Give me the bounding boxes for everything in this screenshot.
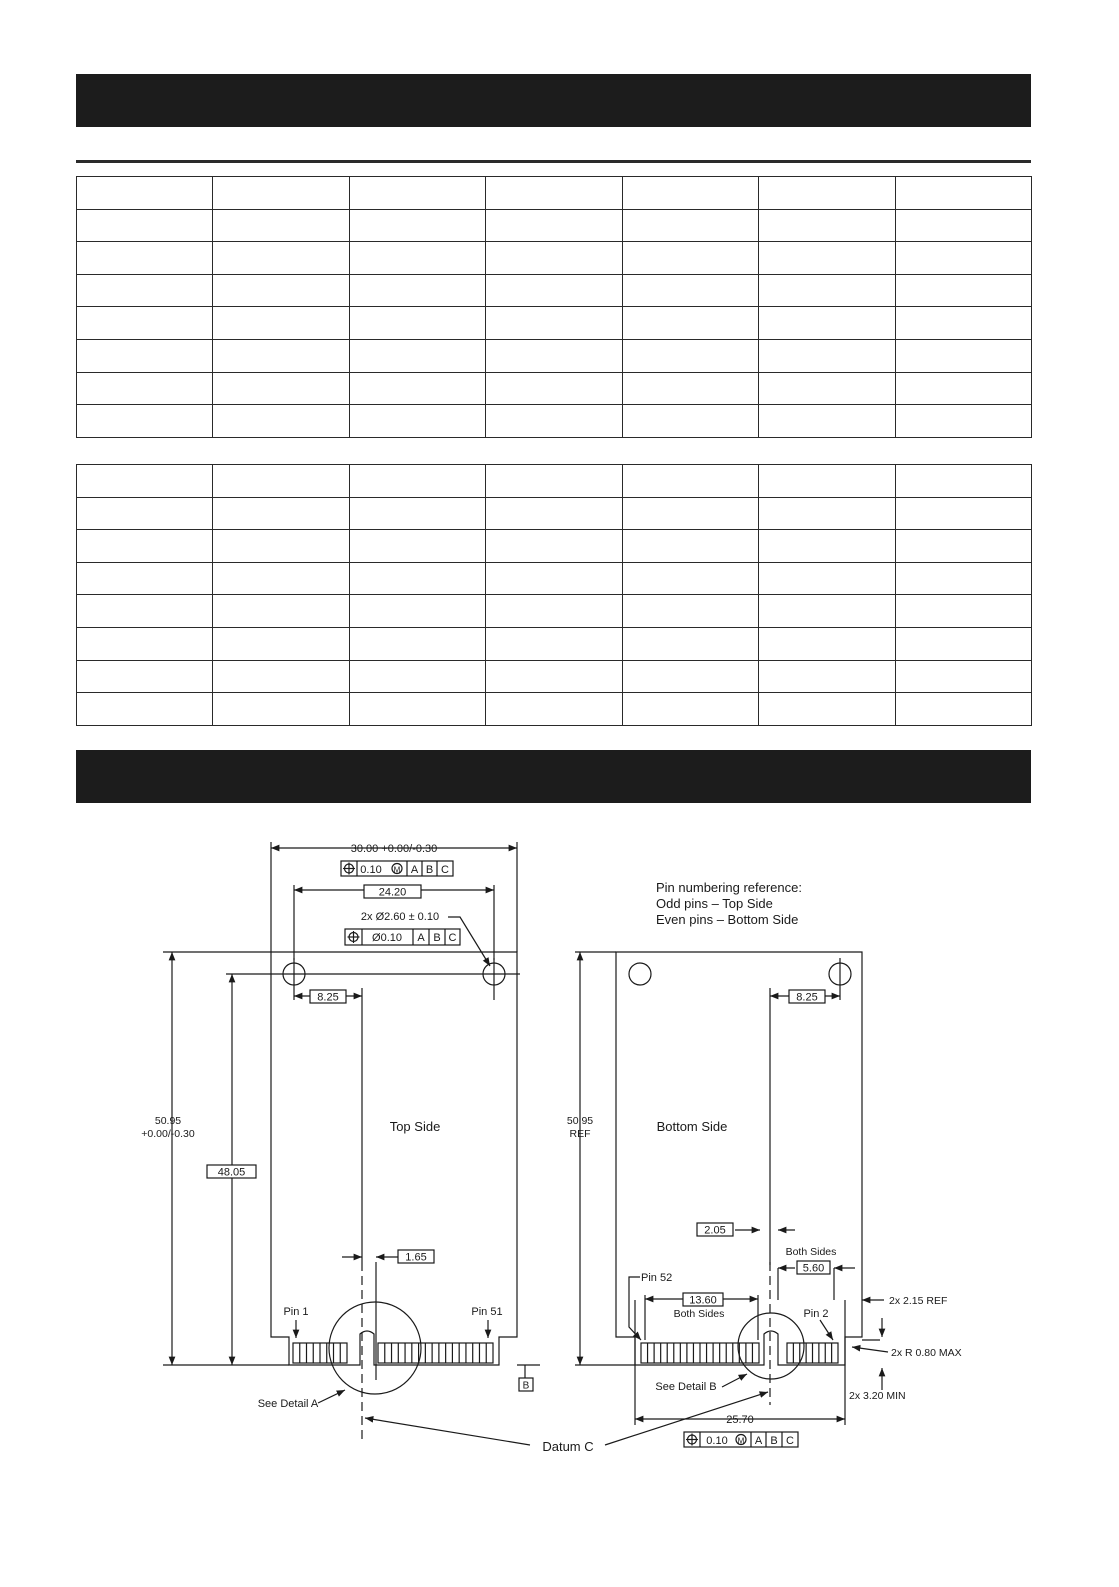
spec-table-1-cell <box>213 177 349 210</box>
spec-table-1-row <box>77 242 1032 275</box>
spec-table-2-cell <box>895 562 1031 595</box>
spec-table-2-row <box>77 627 1032 660</box>
spec-table-1-row <box>77 209 1032 242</box>
spec-table-2-cell <box>486 465 622 498</box>
spec-table-2-cell <box>77 465 213 498</box>
datum-b-label: B <box>522 1380 530 1392</box>
spec-table-2-cell <box>895 465 1031 498</box>
long-segment-dim: 13.60 <box>689 1294 717 1307</box>
spec-table-1-cell <box>349 242 485 275</box>
spec-table-1-cell <box>622 372 758 405</box>
spec-table-1-cell <box>213 274 349 307</box>
top-side-label: Top Side <box>389 1119 441 1134</box>
spec-table-2-cell <box>213 497 349 530</box>
spec-table-1-cell <box>349 274 485 307</box>
spec-table-2-cell <box>349 627 485 660</box>
spec-table-2-cell <box>77 660 213 693</box>
hole-fcf-datum-c: C <box>448 932 457 944</box>
bottom-fcf-modifier: M <box>737 1436 745 1446</box>
spec-table-1-cell <box>759 209 895 242</box>
spec-table-1-cell <box>349 339 485 372</box>
spec-table-1-cell <box>349 307 485 340</box>
spec-table-2-cell <box>77 595 213 628</box>
spec-table-2-cell <box>622 693 758 726</box>
spec-table-1-row <box>77 274 1032 307</box>
spec-table-1-cell <box>895 372 1031 405</box>
spec-table-2-row <box>77 595 1032 628</box>
spec-table-2-cell <box>77 497 213 530</box>
spec-table-2-cell <box>895 660 1031 693</box>
bottom-fcf-datum-b: B <box>770 1435 778 1447</box>
spec-table-2-cell <box>486 693 622 726</box>
notch-dim: 1.65 <box>405 1251 427 1264</box>
pin-ref-odd: Odd pins – Top Side <box>656 896 773 911</box>
bottom-left-mounting-hole <box>629 963 651 985</box>
spec-table-2-cell <box>213 693 349 726</box>
spec-table-1-cell <box>486 209 622 242</box>
spec-table-1-cell <box>759 405 895 438</box>
spec-table-2-cell <box>622 497 758 530</box>
see-detail-b: See Detail B <box>655 1381 717 1393</box>
radius-note: 2x R 0.80 MAX <box>891 1347 962 1359</box>
top-fcf-datum-a: A <box>410 864 419 876</box>
spec-table-2-cell <box>622 595 758 628</box>
spec-table-2-cell <box>349 497 485 530</box>
top-contact-pads-right <box>378 1343 493 1363</box>
spec-table-1-row <box>77 307 1032 340</box>
spec-table-2-cell <box>213 660 349 693</box>
spec-table-1-cell <box>77 209 213 242</box>
spec-table-1-cell <box>77 405 213 438</box>
spec-table-2-cell <box>622 562 758 595</box>
bottom-view-outline <box>616 952 862 1365</box>
spec-table-1-cell <box>486 405 622 438</box>
top-offset-dim: 8.25 <box>317 991 339 1004</box>
both-sides-upper: Both Sides <box>785 1246 837 1258</box>
spec-table-1-cell <box>895 405 1031 438</box>
see-detail-a: See Detail A <box>257 1398 319 1410</box>
spec-table-2-cell <box>349 562 485 595</box>
spec-table-2-cell <box>77 693 213 726</box>
spec-table-1-cell <box>759 339 895 372</box>
section-header-bar-1 <box>76 74 1031 127</box>
spec-table-2-cell <box>622 627 758 660</box>
spec-table-2-cell <box>895 693 1031 726</box>
pin-51-label: Pin 51 <box>471 1306 503 1318</box>
spec-table-2-cell <box>77 530 213 563</box>
spec-table-2-cell <box>486 627 622 660</box>
spec-table-2-row <box>77 562 1032 595</box>
short-segment-dim: 5.60 <box>802 1262 825 1275</box>
top-width-dim: 30.00 +0.00/-0.30 <box>350 843 438 855</box>
inner-height-dim: 48.05 <box>217 1166 246 1179</box>
spec-table-1-row <box>77 177 1032 210</box>
spec-table-2-row <box>77 693 1032 726</box>
spec-table-1-cell <box>349 372 485 405</box>
spec-table-2-cell <box>486 595 622 628</box>
spec-table-1-cell <box>349 405 485 438</box>
section-header-bar-2 <box>76 750 1031 803</box>
hole-callout: 2x Ø2.60 ± 0.10 <box>360 911 440 923</box>
detail-a-circle <box>329 1302 421 1394</box>
spec-table-1-cell <box>895 242 1031 275</box>
spec-table-2-cell <box>622 465 758 498</box>
spec-table-1-row <box>77 339 1032 372</box>
spec-table-2-cell <box>759 595 895 628</box>
spec-table-1-cell <box>486 242 622 275</box>
bottom-fcf-datum-a: A <box>754 1435 763 1447</box>
pin-2-label: Pin 2 <box>803 1308 829 1320</box>
notch-offset-dim: 2.05 <box>704 1224 726 1237</box>
spec-table-2-cell <box>349 660 485 693</box>
spec-table-1-cell <box>213 339 349 372</box>
spec-table-2-cell <box>759 530 895 563</box>
spec-table-2-cell <box>895 627 1031 660</box>
spec-table-1-cell <box>622 405 758 438</box>
spec-table-2-cell <box>622 660 758 693</box>
spec-table-1-cell <box>895 274 1031 307</box>
spec-table-2-row <box>77 465 1032 498</box>
spec-table-1-cell <box>349 209 485 242</box>
spec-table-1-cell <box>622 274 758 307</box>
spec-table-1-cell <box>759 372 895 405</box>
spec-table-2-cell <box>759 660 895 693</box>
pin-52-label: Pin 52 <box>641 1272 673 1284</box>
spec-table-2-cell <box>486 530 622 563</box>
top-fcf-modifier: M <box>393 865 401 875</box>
spec-table-2-cell <box>213 465 349 498</box>
top-height-dim-line2: +0.00/-0.30 <box>141 1128 195 1140</box>
spec-table-1-cell <box>486 339 622 372</box>
spec-table-2-cell <box>759 627 895 660</box>
spec-table-1-cell <box>486 372 622 405</box>
spec-table-1-cell <box>213 242 349 275</box>
spec-table-2-cell <box>759 562 895 595</box>
bottom-height-dim-line1: 50.95 <box>566 1115 594 1127</box>
spec-table-2-cell <box>895 497 1031 530</box>
spec-table-2-row <box>77 497 1032 530</box>
pin-ref-even: Even pins – Bottom Side <box>656 912 799 927</box>
spec-table-1-cell <box>77 274 213 307</box>
bottom-offset-dim: 8.25 <box>796 991 818 1004</box>
spec-table-1-cell <box>895 177 1031 210</box>
spec-table-1-cell <box>895 209 1031 242</box>
bottom-height-dim-line2: REF <box>569 1128 591 1140</box>
detail-b-circle <box>738 1313 804 1379</box>
spec-table-1-cell <box>486 307 622 340</box>
spec-table-2-row <box>77 660 1032 693</box>
spec-table-1-cell <box>895 307 1031 340</box>
datum-c-label: Datum C <box>542 1439 594 1454</box>
spec-table-1-row <box>77 405 1032 438</box>
pin-ref-title: Pin numbering reference: <box>656 880 802 895</box>
spec-table-1-cell <box>77 307 213 340</box>
spec-table-2-cell <box>213 562 349 595</box>
top-view-outline <box>271 952 517 1365</box>
spec-table-1-cell <box>77 339 213 372</box>
spec-table-1-cell <box>622 242 758 275</box>
top-fcf-tol: 0.10 <box>360 864 382 876</box>
spec-table-2-cell <box>213 595 349 628</box>
spec-table-1-cell <box>77 177 213 210</box>
spec-table-1-cell <box>213 307 349 340</box>
spec-table-2-cell <box>622 530 758 563</box>
spec-table-2-cell <box>349 530 485 563</box>
spec-table-1-cell <box>759 177 895 210</box>
bottom-fcf-tol: 0.10 <box>706 1435 728 1447</box>
spec-table-2-cell <box>349 693 485 726</box>
spec-table-2-cell <box>349 595 485 628</box>
spec-table-2-cell <box>486 497 622 530</box>
hole-fcf-datum-a: A <box>417 932 425 944</box>
spec-table-1-cell <box>622 209 758 242</box>
section-divider-rule <box>76 160 1031 163</box>
spec-table-1-cell <box>77 242 213 275</box>
spec-table-1-cell <box>759 274 895 307</box>
spec-table-1-cell <box>895 339 1031 372</box>
min-note: 2x 3.20 MIN <box>849 1390 906 1402</box>
spec-table-2-cell <box>759 465 895 498</box>
spec-table-1-cell <box>77 372 213 405</box>
pin-1-label: Pin 1 <box>283 1306 309 1318</box>
spec-table-1-cell <box>349 177 485 210</box>
spec-table-2-cell <box>349 465 485 498</box>
spec-table-2-cell <box>759 497 895 530</box>
spec-table-2-cell <box>895 595 1031 628</box>
spec-table-2-cell <box>213 530 349 563</box>
ref-215-note: 2x 2.15 REF <box>889 1295 948 1307</box>
top-height-dim-line1: 50.95 <box>154 1115 182 1127</box>
spec-table-2 <box>76 464 1032 726</box>
spec-table-1-cell <box>486 177 622 210</box>
top-fcf-datum-c: C <box>441 864 449 876</box>
pad-span-dim: 25.70 <box>726 1414 754 1426</box>
top-fcf-datum-b: B <box>425 864 434 876</box>
hole-fcf-tol: Ø0.10 <box>372 932 402 944</box>
both-sides-lower: Both Sides <box>673 1308 725 1320</box>
spec-table-1-cell <box>486 274 622 307</box>
spec-table-2-cell <box>895 530 1031 563</box>
spec-table-2-cell <box>486 660 622 693</box>
spec-table-2-cell <box>759 693 895 726</box>
spec-table-1-cell <box>213 209 349 242</box>
hole-fcf-datum-b: B <box>433 932 441 944</box>
spec-table-1-cell <box>622 307 758 340</box>
spec-table-2-cell <box>77 627 213 660</box>
mechanical-drawing <box>0 820 1119 1480</box>
spec-table-2-cell <box>486 562 622 595</box>
spec-table-1 <box>76 176 1032 438</box>
spec-table-1-cell <box>622 177 758 210</box>
spec-table-2-cell <box>77 562 213 595</box>
spec-table-2-row <box>77 530 1032 563</box>
hole-spacing-dim: 24.20 <box>378 886 407 899</box>
bottom-side-label: Bottom Side <box>656 1119 728 1134</box>
spec-table-1-cell <box>622 339 758 372</box>
spec-table-1-cell <box>213 405 349 438</box>
spec-table-1-cell <box>759 307 895 340</box>
spec-table-2-cell <box>213 627 349 660</box>
spec-table-1-cell <box>759 242 895 275</box>
spec-table-1-row <box>77 372 1032 405</box>
spec-table-1-cell <box>213 372 349 405</box>
bottom-fcf-datum-c: C <box>786 1435 794 1447</box>
